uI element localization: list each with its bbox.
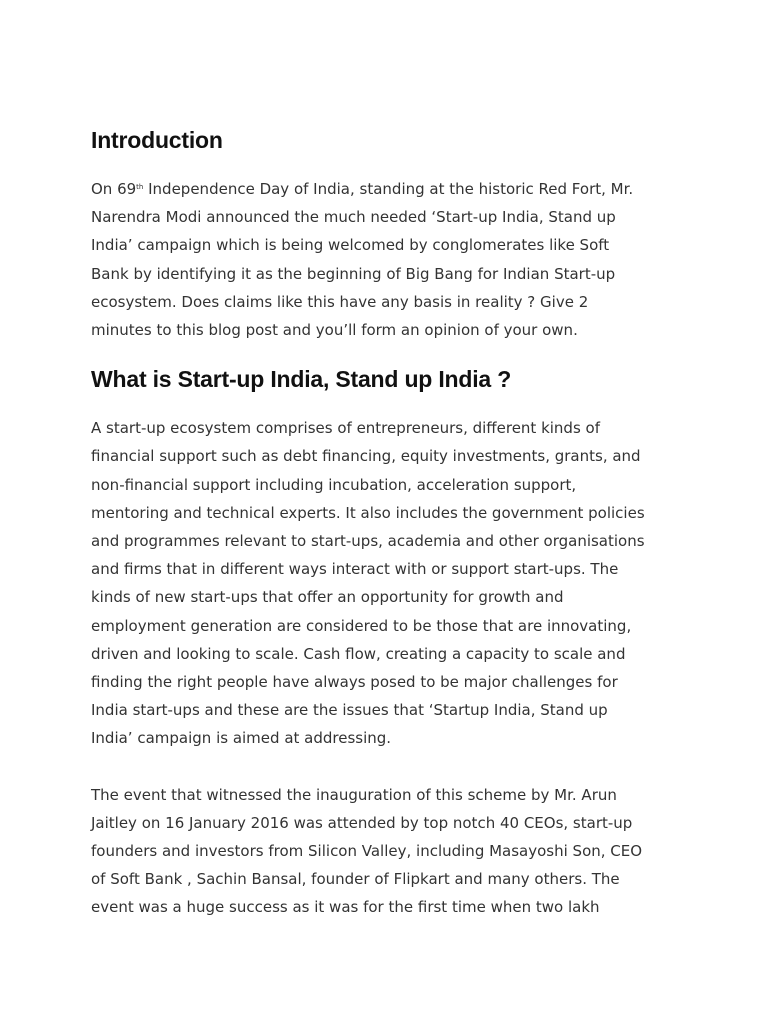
paragraph-line: employment generation are considered to be those that are innovating, bbox=[91, 616, 632, 635]
paragraph-line: founders and investors from Silicon Valley, including Masayoshi Son, CEO bbox=[91, 842, 643, 861]
line-text: Independence Day of India, standing at the historic Red Fort, Mr. bbox=[143, 180, 634, 198]
document-content bbox=[91, 123, 691, 922]
ordinal-suffix: th bbox=[136, 183, 144, 191]
paragraph-line: Bank by identifying it as the beginning of Big Bang for Indian Start-up bbox=[91, 264, 616, 283]
paragraph-line: Narendra Modi announced the much needed ‘Start-up India, Stand up bbox=[91, 208, 616, 227]
paragraph-line: India’ campaign is aimed at addressing. bbox=[91, 729, 392, 748]
paragraph-line: financial support such as debt financing, equity investments, grants, and bbox=[91, 447, 641, 466]
what-is-startup-india-heading: What is Start-up India, Stand up India ? bbox=[91, 366, 512, 393]
paragraph-line: and programmes relevant to start-ups, academia and other organisations bbox=[91, 532, 645, 551]
paragraph-line: of Soft Bank , Sachin Bansal, founder of Flipkart and many others. The bbox=[91, 870, 620, 889]
paragraph-line: event was a huge success as it was for the first time when two lakh bbox=[91, 898, 600, 917]
paragraph-line: and firms that in different ways interact with or support start-ups. The bbox=[91, 560, 619, 579]
line-text: On 69 bbox=[91, 180, 137, 198]
startup-ecosystem-paragraph bbox=[91, 414, 691, 752]
paragraph-line: driven and looking to scale. Cash flow, creating a capacity to scale and bbox=[91, 644, 626, 663]
introduction-paragraph bbox=[91, 175, 691, 344]
paragraph-line: India start-ups and these are the issues that ‘Startup India, Stand up bbox=[91, 701, 608, 720]
paragraph-line: ecosystem. Does claims like this have any basis in reality ? Give 2 bbox=[91, 292, 589, 311]
paragraph-line: A start-up ecosystem comprises of entrepreneurs, different kinds of bbox=[91, 419, 600, 438]
paragraph-line: Jaitley on 16 January 2016 was attended by top notch 40 CEOs, start-up bbox=[91, 813, 633, 832]
paragraph-line: The event that witnessed the inauguration of this scheme by Mr. Arun bbox=[91, 785, 617, 804]
paragraph-line: mentoring and technical experts. It also includes the government policies bbox=[91, 503, 645, 522]
paragraph-line: kinds of new start-ups that offer an opportunity for growth and bbox=[91, 588, 564, 607]
paragraph-line: India’ campaign which is being welcomed by conglomerates like Soft bbox=[91, 236, 610, 255]
paragraph-line: finding the right people have always posed to be major challenges for bbox=[91, 673, 618, 692]
paragraph-spacer bbox=[91, 753, 691, 781]
event-paragraph bbox=[91, 781, 691, 922]
paragraph-line: minutes to this blog post and you’ll form an opinion of your own. bbox=[91, 321, 578, 340]
introduction-heading: Introduction bbox=[91, 127, 223, 153]
paragraph-line: non-financial support including incubation, acceleration support, bbox=[91, 475, 577, 494]
paragraph-line bbox=[91, 175, 691, 203]
